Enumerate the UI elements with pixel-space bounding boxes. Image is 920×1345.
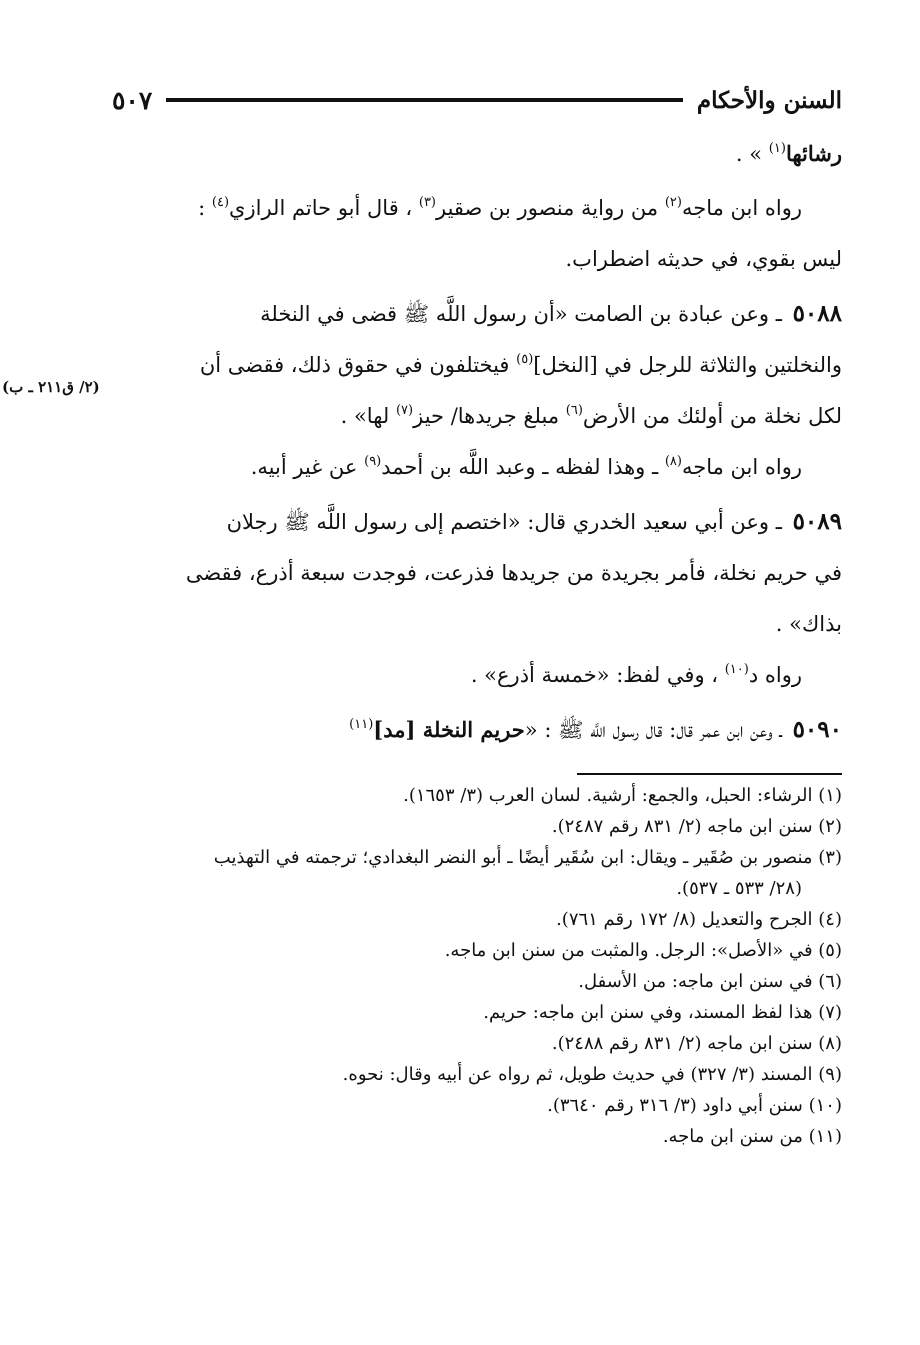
text-fragment: ، قال أبو حاتم الرازي <box>229 196 419 220</box>
text-fragment: والنخلتين والثلاثة للرجل في [النخل] <box>533 353 842 377</box>
hadith-5088-line <box>112 288 842 340</box>
header-rule <box>166 98 683 102</box>
hadith-5090-line <box>112 704 842 756</box>
footnote-ref: (٧) <box>395 403 414 418</box>
text-fragment: عن غير أبيه. <box>250 455 365 479</box>
footnote-ref: (٦) <box>565 403 583 418</box>
text-line <box>112 183 842 234</box>
text-line <box>112 442 842 493</box>
page-header <box>112 78 842 122</box>
text-fragment: ـ وعن ابن عمر قال: قال رسول اللَّه ﷺ : « <box>524 718 789 742</box>
footnote-ref: (٢) <box>664 195 682 210</box>
text-fragment: رواه د <box>748 663 802 687</box>
footnote-ref: (٤) <box>211 195 230 210</box>
hadith-number: ٥٠٨٩ <box>792 508 842 535</box>
footnote-ref: (٥) <box>516 352 534 367</box>
hadith-number: ٥٠٩٠ <box>792 716 842 743</box>
header-title: السنن والأحكام <box>696 86 842 114</box>
footnote-ref: (٩) <box>364 454 382 469</box>
text-fragment: لكل نخلة من أولئك من الأرض <box>582 404 842 428</box>
main-text <box>112 128 842 756</box>
footnote: (١٠) سنن أبي داود (٣/ ٣١٦ رقم ٣٦٤٠). <box>547 1095 842 1116</box>
text-fragment: » . <box>735 142 769 166</box>
text-fragment: مبلغ جريدها/ حيز <box>413 404 566 428</box>
text-fragment: : <box>198 196 212 220</box>
hadith-number: ٥٠٨٨ <box>792 300 842 327</box>
footnote: (٩) المسند (٣/ ٣٢٧) في حديث طويل، ثم رواه عن أبيه وقال: نحوه. <box>342 1064 842 1085</box>
footnotes <box>112 780 842 1152</box>
text-line: في حريم نخلة، فأمر بجريدة من جريدها فذرعت، فوجدت سبعة أذرع، فقضى <box>185 561 842 585</box>
footnote: (٤) الجرح والتعديل (٨/ ١٧٢ رقم ٧٦١). <box>556 909 842 930</box>
text-fragment: ـ وهذا لفظه ـ وعبد اللَّه بن أحمد <box>381 455 665 479</box>
footnote-ref: (٣) <box>418 195 436 210</box>
text-fragment: ـ وعن أبي سعيد الخدري قال: «اختصم إلى رسول اللَّه ﷺ رجلان <box>226 510 789 534</box>
footnote: (٥) في «الأصل»: الرجل. والمثبت من سنن ابن ماجه. <box>444 940 842 961</box>
footnote: (٢) سنن ابن ماجه (٢/ ٨٣١ رقم ٢٤٨٧). <box>551 816 842 837</box>
text-fragment: فيختلفون في حقوق ذلك، فقضى أن <box>199 353 517 377</box>
footnote: (٦) في سنن ابن ماجه: من الأسفل. <box>578 971 842 992</box>
text-line <box>112 650 842 701</box>
text-fragment: ، وفي لفظ: «خمسة أذرع» . <box>470 663 725 687</box>
text-line <box>112 391 842 442</box>
footnote: (١١) من سنن ابن ماجه. <box>662 1126 842 1147</box>
footnote-ref: (١) <box>768 141 786 156</box>
footnote: (٧) هذا لفظ المسند، وفي سنن ابن ماجه: حريم. <box>483 1002 842 1023</box>
text-fragment: رواه ابن ماجه <box>681 196 802 220</box>
text-fragment: ـ وعن عبادة بن الصامت «أن رسول اللَّه ﷺ قضى في النخلة <box>260 302 789 326</box>
text-fragment: حريم النخلة [مد] <box>373 717 525 742</box>
text-fragment: من رواية منصور بن صقير <box>436 196 665 220</box>
footnote-divider <box>577 773 842 775</box>
hadith-5089-line <box>112 496 842 548</box>
footnote: (٨) سنن ابن ماجه (٢/ ٨٣١ رقم ٢٤٨٨). <box>551 1033 842 1054</box>
margin-note: (٢/ ق٢١١ ـ ب) <box>2 378 100 396</box>
footnote: (١) الرشاء: الحبل، والجمع: أرشية. لسان العرب (٣/ ١٦٥٣). <box>403 785 842 806</box>
text-fragment: رواه ابن ماجه <box>681 455 802 479</box>
footnote-ref: (٨) <box>664 454 682 469</box>
footnote-ref: (١٠) <box>724 662 749 677</box>
text-fragment: رشائها <box>785 141 842 166</box>
footnote: (٣) منصور بن صُقَير ـ ويقال: ابن سُقَير أيضًا ـ أبو النضر البغدادي؛ ترجمته في التهذيب <box>213 847 842 868</box>
text-line: بذاك» . <box>775 612 842 636</box>
text-line <box>112 340 842 391</box>
text-line <box>112 128 842 180</box>
footnote-continuation: (٢٨/ ٥٣٣ ـ ٥٣٧). <box>676 878 802 899</box>
footnote-ref: (١١) <box>349 717 374 732</box>
text-fragment: لها» . <box>340 404 396 428</box>
page-number: ٥٠٧ <box>112 85 153 115</box>
text-line: ليس بقوي، في حديثه اضطراب. <box>565 247 842 271</box>
